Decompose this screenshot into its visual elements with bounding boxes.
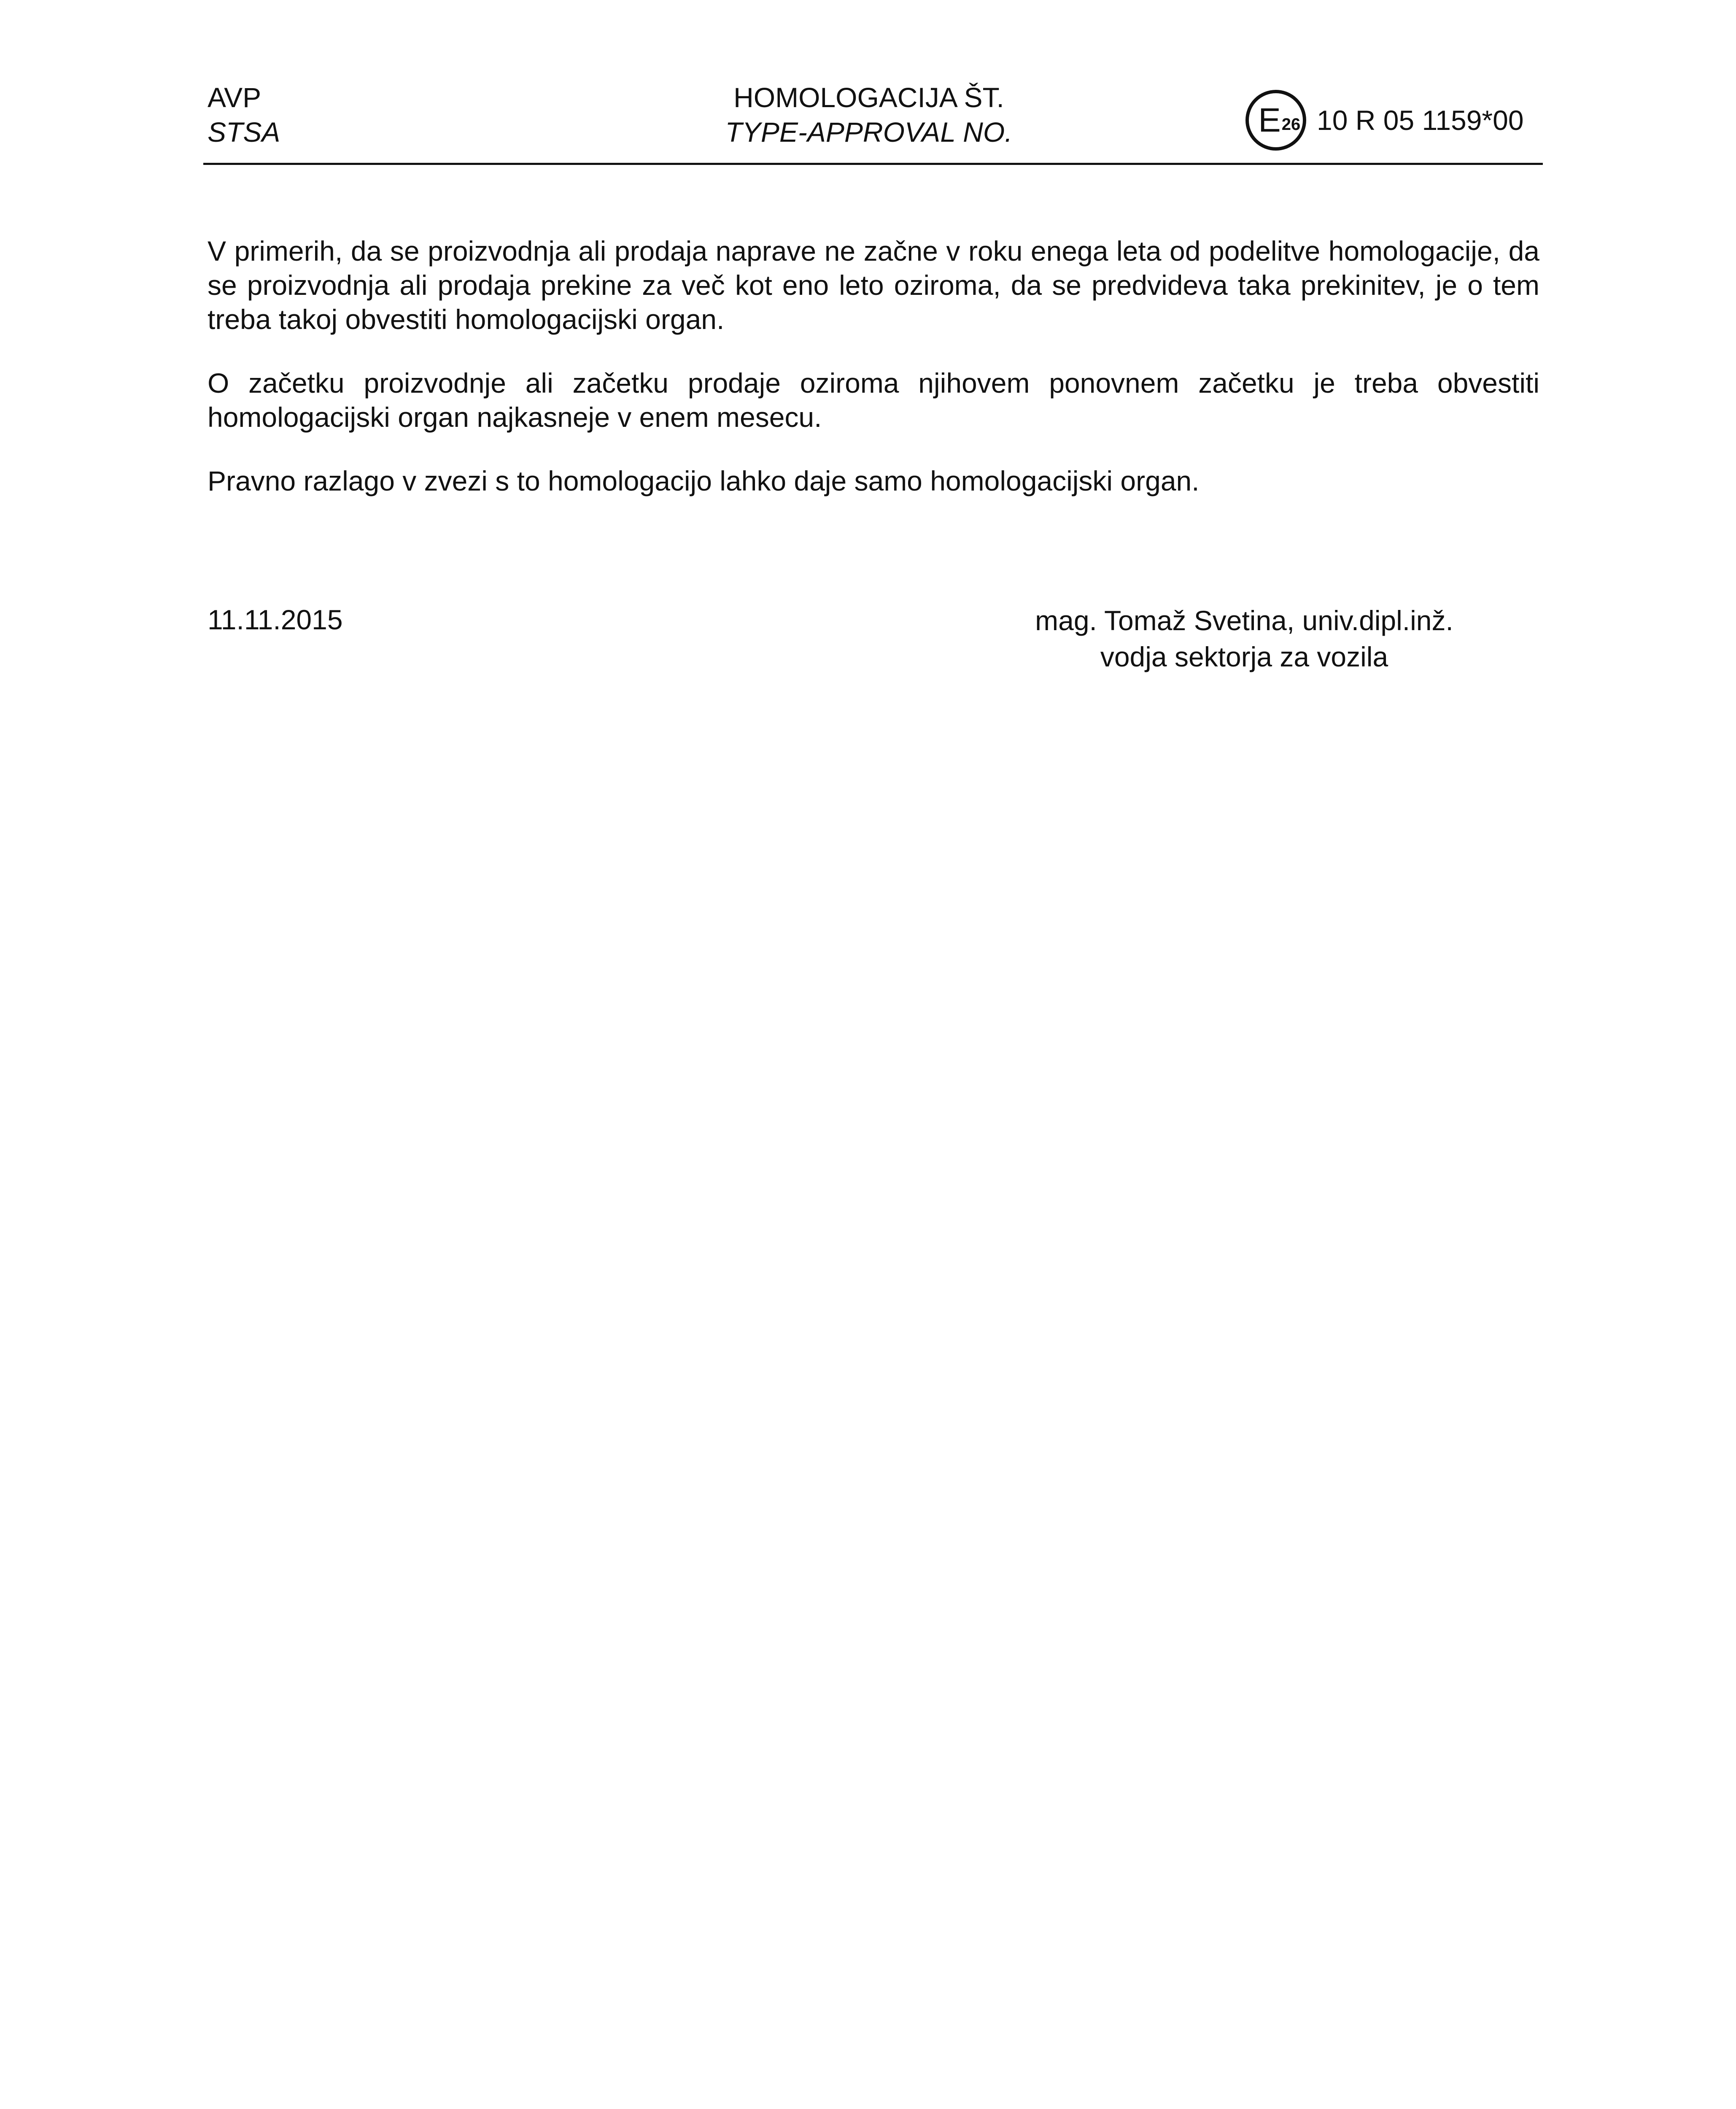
e-mark-icon [1244,89,1307,152]
approval-number: 10 R 05 1159*00 [1317,105,1524,136]
header-title-block [553,80,1185,149]
document-title: HOMOLOGACIJA ŠT. [733,82,1004,113]
approval-mark-block [1244,89,1524,152]
body-paragraph: O začetku proizvodnje ali začetku prodaje oziroma njihovem ponovnem začetku je treba obvestiti homologacijski organ najkasneje v enem mesecu. [208,367,1539,433]
header-divider [203,163,1543,165]
e-mark-number: 26 [1281,115,1301,134]
body-paragraph: Pravno razlago v zvezi s to homologacijo lahko daje samo homologacijski organ. [208,465,1200,496]
e-mark-letter: E [1258,101,1281,139]
issue-date: 11.11.2015 [208,604,343,635]
header-organization [208,80,280,149]
org-short-name: AVP [208,82,261,113]
signatory-name: mag. Tomaž Svetina, univ.dipl.inž. [1035,605,1453,636]
body-paragraph: V primerih, da se proizvodnja ali prodaja naprave ne začne v roku enega leta od podelitve homologacije, da se proizvodnja ali prodaja prekine za več kot eno leto oziroma, da se predvideva taka prekinitev, je o tem treba takoj obvestiti homologacijski organ. [208,235,1539,335]
org-short-name-english: STSA [208,116,280,148]
document-title-english: TYPE-APPROVAL NO. [725,116,1013,148]
signature-block [1012,602,1476,675]
signatory-title: vodja sektorja za vozila [1100,641,1388,672]
document-body [208,234,1539,528]
